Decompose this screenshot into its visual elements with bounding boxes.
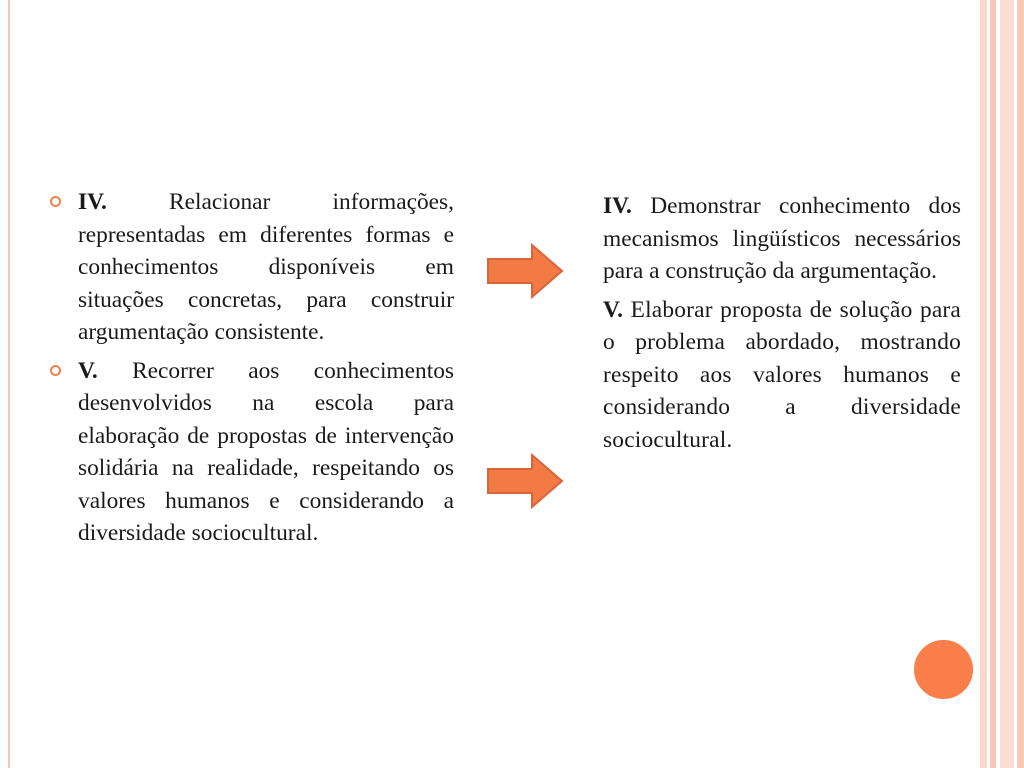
left-frame-line: [8, 0, 10, 768]
item-number: V.: [78, 357, 133, 384]
item-number: V.: [603, 296, 631, 323]
item-text: Elaborar proposta de solução para o problema abordado, mostrando respeito aos valores humanos e considerando a diversidade sociocultural.: [603, 296, 962, 453]
circle-bullet-icon: [50, 196, 61, 207]
stripe: [1000, 0, 1014, 768]
item-number: IV.: [603, 193, 651, 219]
item-text: Relacionar informações, representadas em diferentes formas e conhecimentos disponíveis em situações concretas, para construir argumentação consistente.: [78, 189, 454, 345]
list-item: [603, 190, 961, 288]
left-column: [48, 186, 454, 556]
item-text: Recorrer aos conhecimentos desenvolvidos na escola para elaboração de propostas de intervenção solidária na realidade, respeitando os valores humanos e considerando a diversidade sociocultural.: [78, 357, 455, 546]
list-item: [48, 355, 454, 550]
decorative-circle: [912, 638, 975, 701]
item-number: IV.: [78, 189, 170, 215]
circle-bullet-icon: [50, 365, 61, 376]
list-item: [603, 294, 961, 457]
right-arrow-icon: [486, 243, 564, 299]
right-arrow-icon: [486, 453, 564, 509]
list-item: [48, 186, 454, 349]
stripe: [980, 0, 987, 768]
stripe: [1017, 0, 1024, 768]
right-column: [603, 190, 961, 462]
item-text: Demonstrar conhecimento dos mecanismos lingüísticos necessários para a construção da argumentação.: [603, 193, 961, 284]
